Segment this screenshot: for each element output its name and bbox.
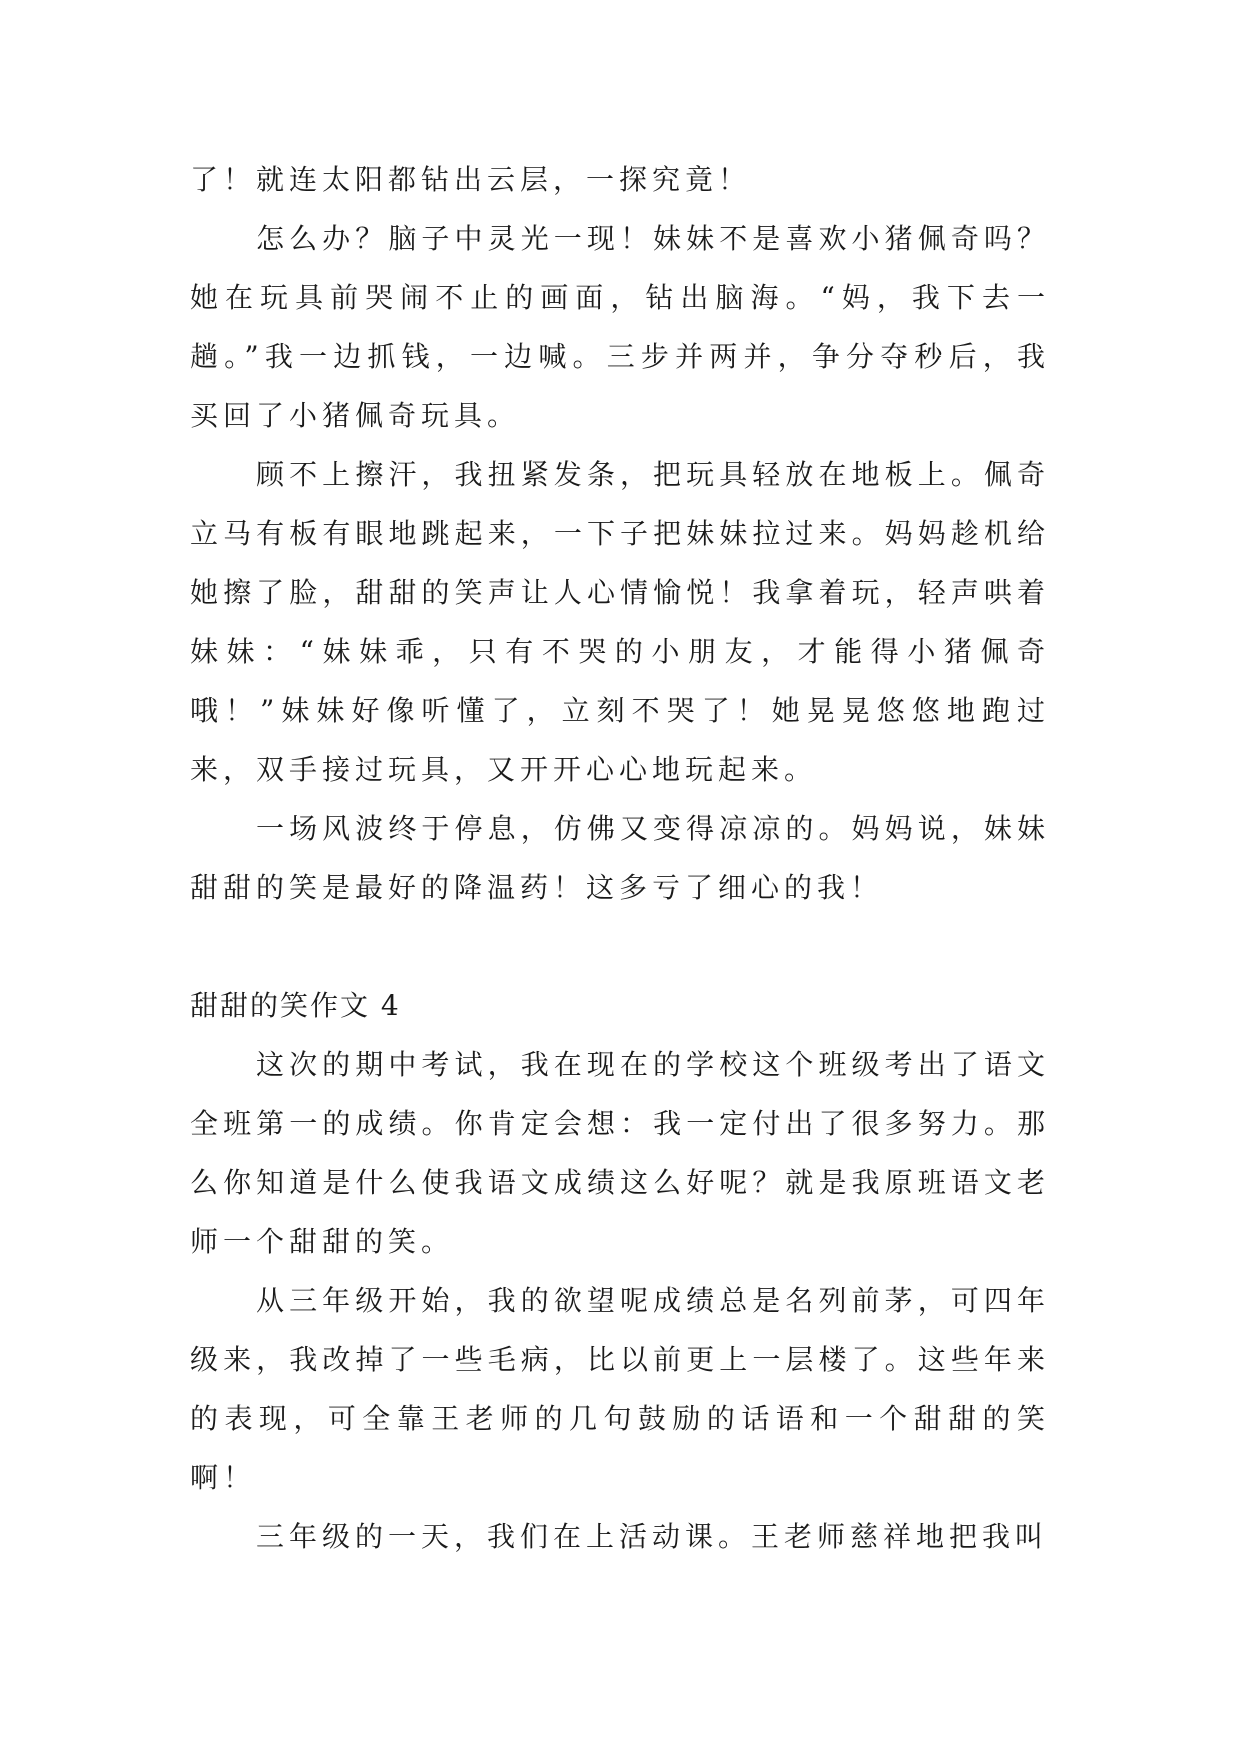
paragraph: 三年级的一天，我们在上活动课。王老师慈祥地把我叫 (256, 1520, 1049, 1553)
paragraph: 怎么办？脑子中灵光一现！妹妹不是喜欢小猪佩奇吗？她在玩具前哭闹不止的画面，钻出脑海。“妈，我下去一趟。”我一边抓钱，一边喊。三步并两并，争分夺秒后，我买回了小猪佩奇玩具。 (190, 222, 1050, 432)
paragraph: 顾不上擦汗，我扭紧发条，把玩具轻放在地板上。佩奇立马有板有眼地跳起来，一下子把妹妹拉过来。妈妈趁机给她擦了脸，甜甜的笑声让人心情愉悦！我拿着玩，轻声哄着妹妹：“妹妹乖，只有不哭的小朋友，才能得小猪佩奇哦！”妹妹好像听懂了，立刻不哭了！她晃晃悠悠地跑过来，双手接过玩具，又开开心心地玩起来。 (190, 458, 1050, 786)
paragraph: 这次的期中考试，我在现在的学校这个班级考出了语文全班第一的成绩。你肯定会想：我一定付出了很多努力。那么你知道是什么使我语文成绩这么好呢？就是我原班语文老师一个甜甜的笑。 (190, 1048, 1050, 1258)
paragraph: 从三年级开始，我的欲望呢成绩总是名列前茅，可四年级来，我改掉了一些毛病，比以前更上一层楼了。这些年来的表现，可全靠王老师的几句鼓励的话语和一个甜甜的笑啊！ (190, 1284, 1050, 1494)
section-title: 甜甜的笑作文 4 (190, 989, 401, 1022)
paragraph: 一场风波终于停息，仿佛又变得凉凉的。妈妈说，妹妹甜甜的笑是最好的降温药！这多亏了细心的我！ (190, 812, 1050, 904)
document-page (190, 150, 1050, 1566)
paragraph: 了！就连太阳都钻出云层，一探究竟！ (190, 163, 752, 196)
